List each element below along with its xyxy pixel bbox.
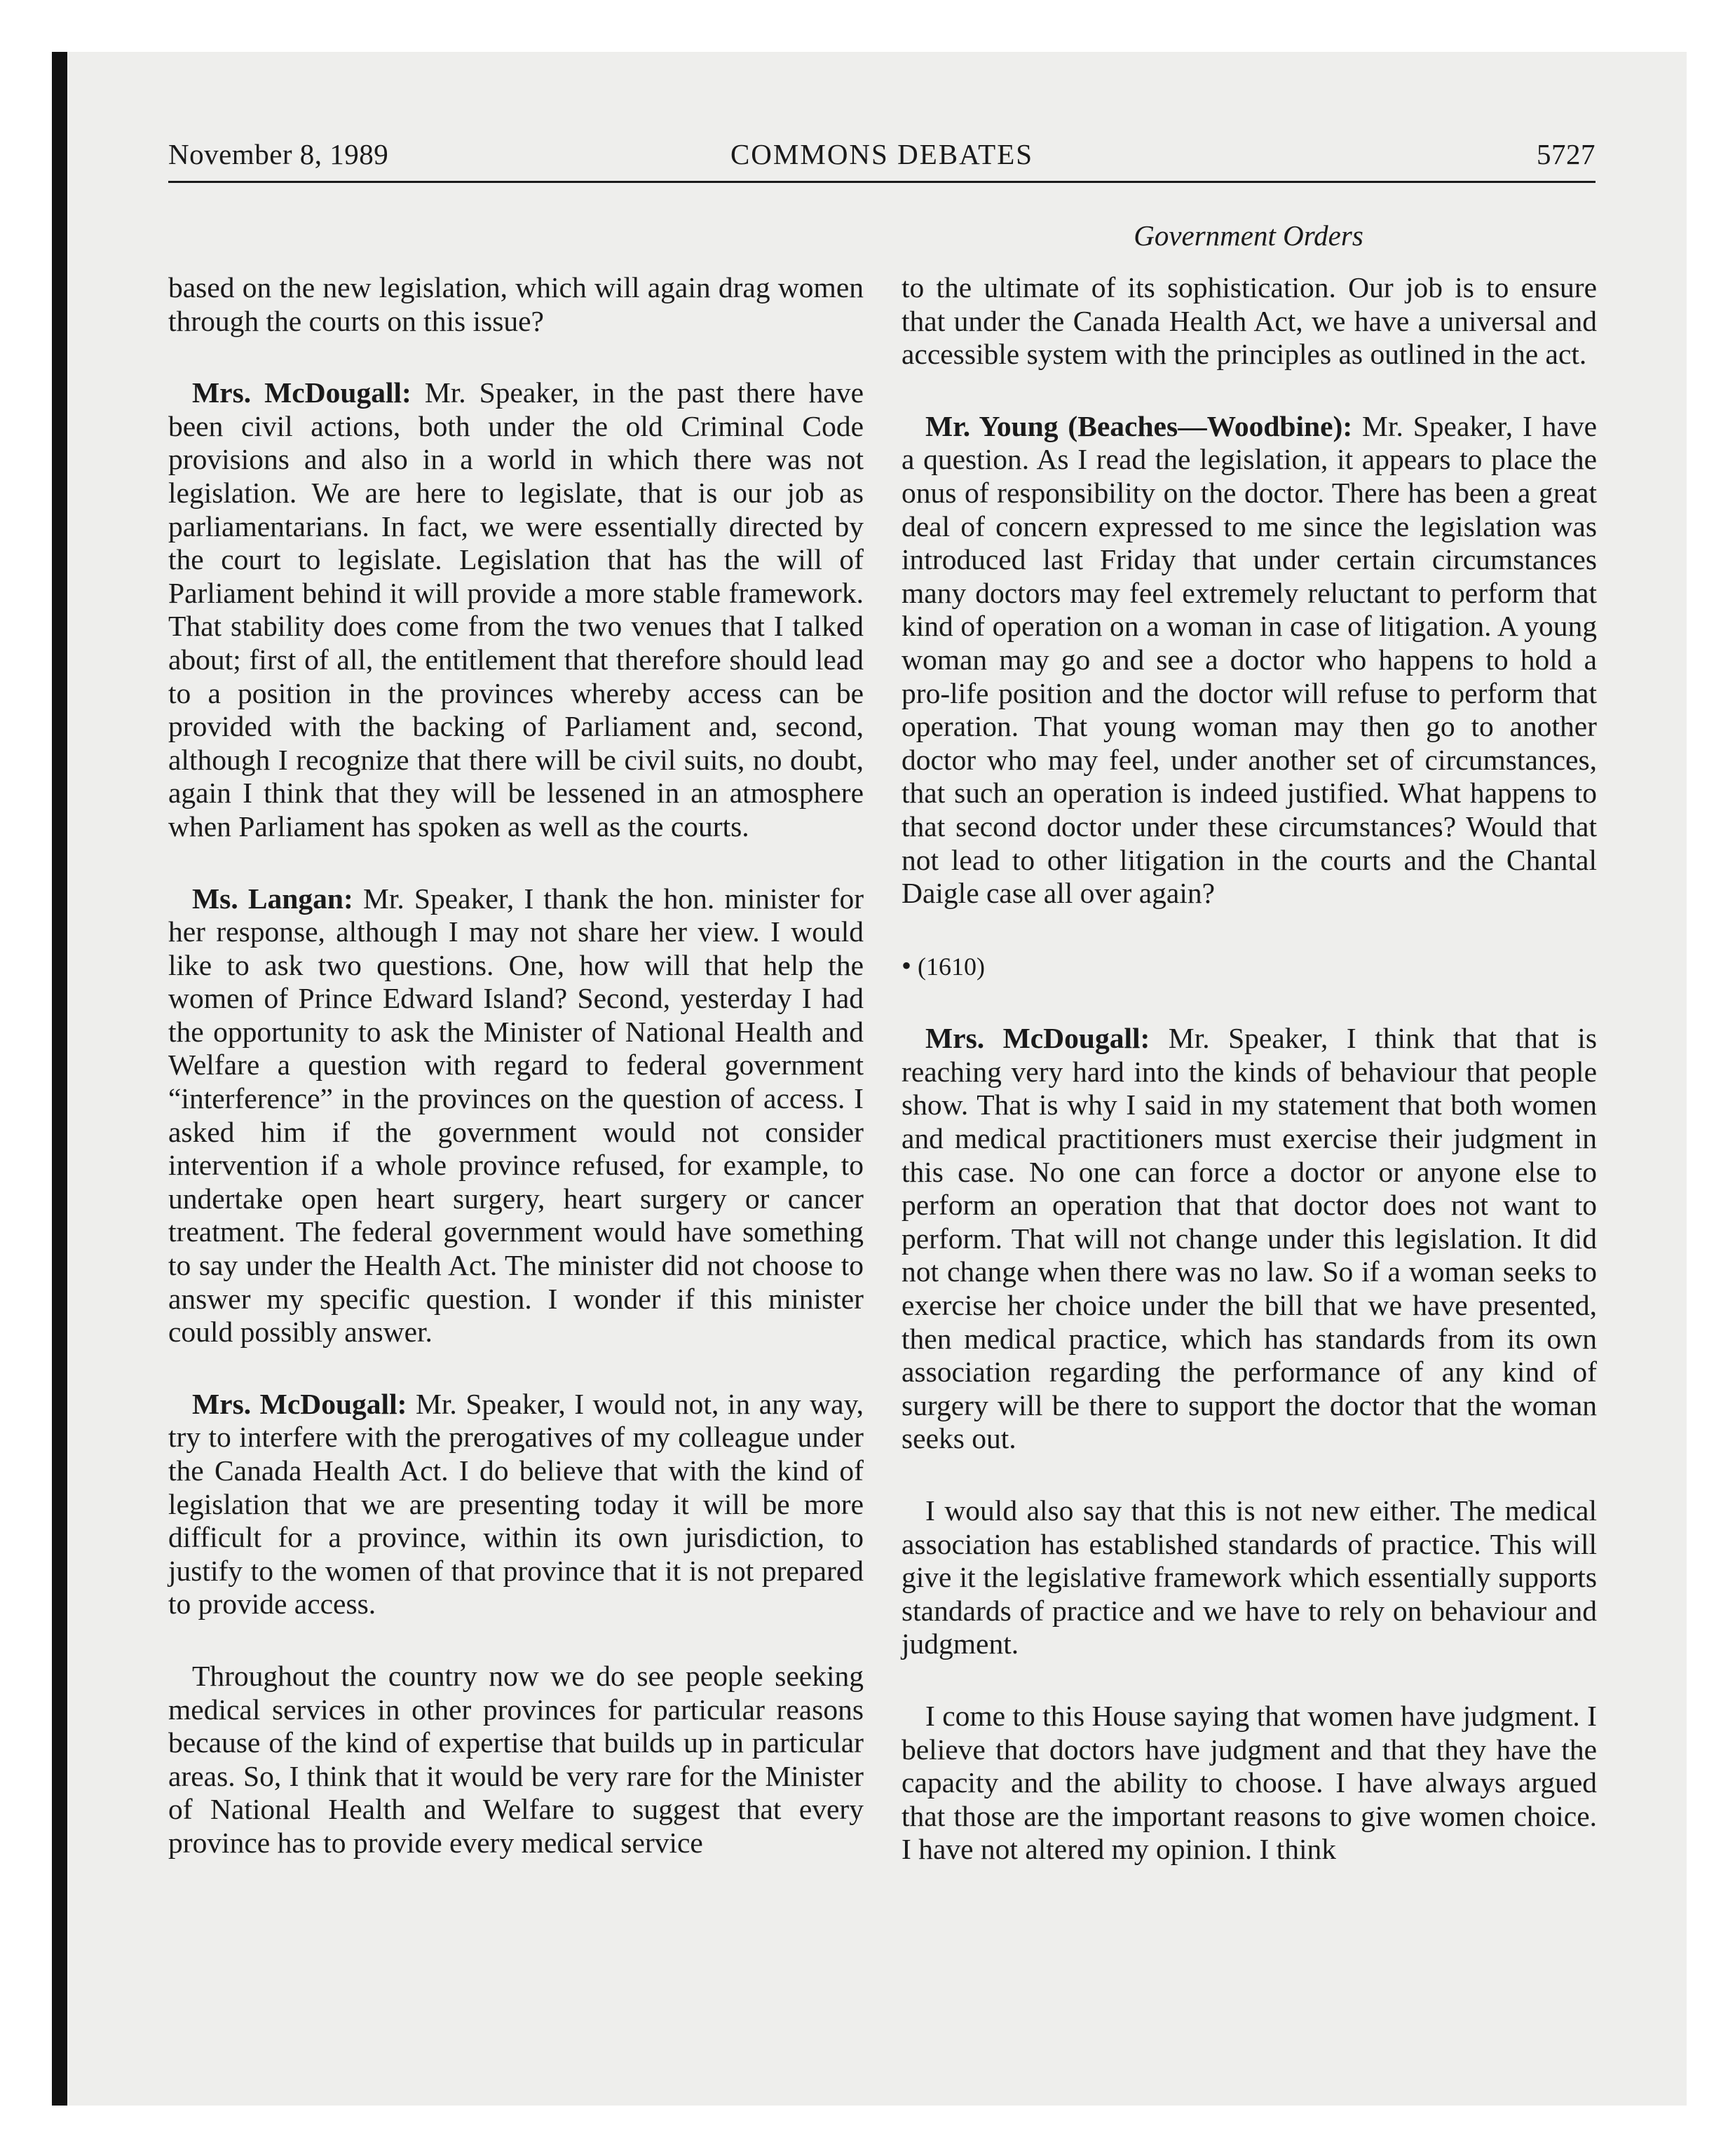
speech-paragraph — [168, 376, 864, 843]
header-date: November 8, 1989 — [168, 138, 389, 170]
speaker-name: Mrs. McDougall: — [192, 1387, 407, 1420]
left-column — [168, 271, 864, 1860]
header-rule — [168, 181, 1595, 183]
paragraph: I come to this House saying that women have judgment. I believe that doctors have judgment and that they have the capacity and the ability to choose. I have always argued that those are the important reasons to give women choice. I have not altered my opinion. I think — [901, 1699, 1597, 1866]
speaker-name: Ms. Langan: — [192, 882, 353, 915]
header-journal-title: COMMONS DEBATES — [730, 138, 1034, 170]
speech-paragraph — [901, 410, 1597, 910]
speech-text: Mr. Speaker, I would not, in any way, try to interfere with the prerogatives of my colleague under the Canada Health Act. I do believe that with the kind of legislation that we are presenting today it will be more difficult for a province, within its own jurisdiction, to justify to the women of that province that it is not prepared to provide access. — [168, 1387, 864, 1621]
right-column — [901, 271, 1597, 1867]
speaker-name: Mrs. McDougall: — [925, 1022, 1150, 1055]
paragraph: I would also say that this is not new either. The medical association has established standards of practice. This will give it the legislative framework which essentially supports standards of practice and we have to rely on behaviour and judgment. — [901, 1494, 1597, 1660]
bullet-icon: • — [901, 949, 912, 981]
running-header — [168, 137, 1595, 177]
timestamp-marker — [901, 949, 1597, 984]
speaker-name: Mr. Young (Beaches—Woodbine): — [925, 409, 1353, 442]
speaker-name: Mrs. McDougall: — [192, 376, 411, 409]
speech-text: Mr. Speaker, I think that that is reaching very hard into the kinds of behaviour that people show. That is why I said in my statement that both women and medical practitioners must exercise their judgment in this case. No one can force a doctor or anyone else to perform an operation that that doctor does not want to perform. That will not change under this legislation. It did not change when there was no law. So if a woman seeks to exercise her choice under the bill that we have presented, then medical practice, which has standards from its own association regarding the performance of any kind of surgery will be there to support the doctor that the woman seeks out. — [901, 1022, 1597, 1455]
speech-paragraph — [168, 882, 864, 1349]
speech-paragraph — [901, 1022, 1597, 1456]
speech-paragraph — [168, 1388, 864, 1621]
section-title: Government Orders — [1134, 219, 1363, 252]
speech-text: Mr. Speaker, I thank the hon. minister for her response, although I may not share her view. I would like to ask two questions. One, how will that help the women of Prince Edward Island? Second, yesterday I had the opportunity to ask the Minister of National Health and Welfare a question with regard to federal government “interference” in the provinces on the question of access. I asked him if the government would not consider intervention if a whole province refused, for example, to undertake open heart surgery, heart surgery or cancer treatment. The federal government would have something to say under the Health Act. The minister did not choose to answer my specific question. I wonder if this minister could possibly answer. — [168, 882, 864, 1349]
paragraph: to the ultimate of its sophistication. Our job is to ensure that under the Canada Health Act, we have a universal and accessible system with the principles as outlined in the act. — [901, 271, 1597, 371]
binding-edge — [52, 52, 67, 2106]
speech-text: Mr. Speaker, in the past there have been civil actions, both under the old Criminal Code provisions and also in a world in which there was not legislation. We are here to legislate, that is our job as parliamentarians. In fact, we were essentially directed by the court to legislate. Legislation that has the will of Parliament behind it will provide a more stable framework. That stability does come from the two venues that I talked about; first of all, the entitlement that therefore should lead to a position in the provinces whereby access can be provided with the backing of Parliament and, second, although I recognize that there will be civil suits, no doubt, again I think that they will be lessened in an atmosphere when Parliament has spoken as well as the courts. — [168, 376, 864, 842]
speech-text: Mr. Speaker, I have a question. As I read the legislation, it appears to place the onus of responsibility on the doctor. There has been a great deal of concern expressed to me since the legislation was introduced last Friday that under certain circumstances many doctors may feel extremely reluctant to perform that kind of operation on a woman in case of litigation. A young woman may go and see a doctor who happens to hold a pro-life position and the doctor will refuse to perform that operation. That young woman may then go to another doctor who may feel, under another set of circumstances, that such an operation is indeed justified. What happens to that second doctor under these circumstances? Would that not lead to other litigation in the courts and the Chantal Daigle case all over again? — [901, 409, 1597, 910]
paragraph: based on the new legislation, which will again drag women through the courts on this issue? — [168, 271, 864, 337]
header-page-number: 5727 — [1537, 138, 1595, 170]
timestamp-text: (1610) — [918, 952, 985, 981]
paragraph: Throughout the country now we do see people seeking medical services in other provinces for particular reasons because of the kind of expertise that builds up in particular areas. So, I think that it would be very rare for the Minister of National Health and Welfare to suggest that every province has to provide every medical service — [168, 1659, 864, 1859]
